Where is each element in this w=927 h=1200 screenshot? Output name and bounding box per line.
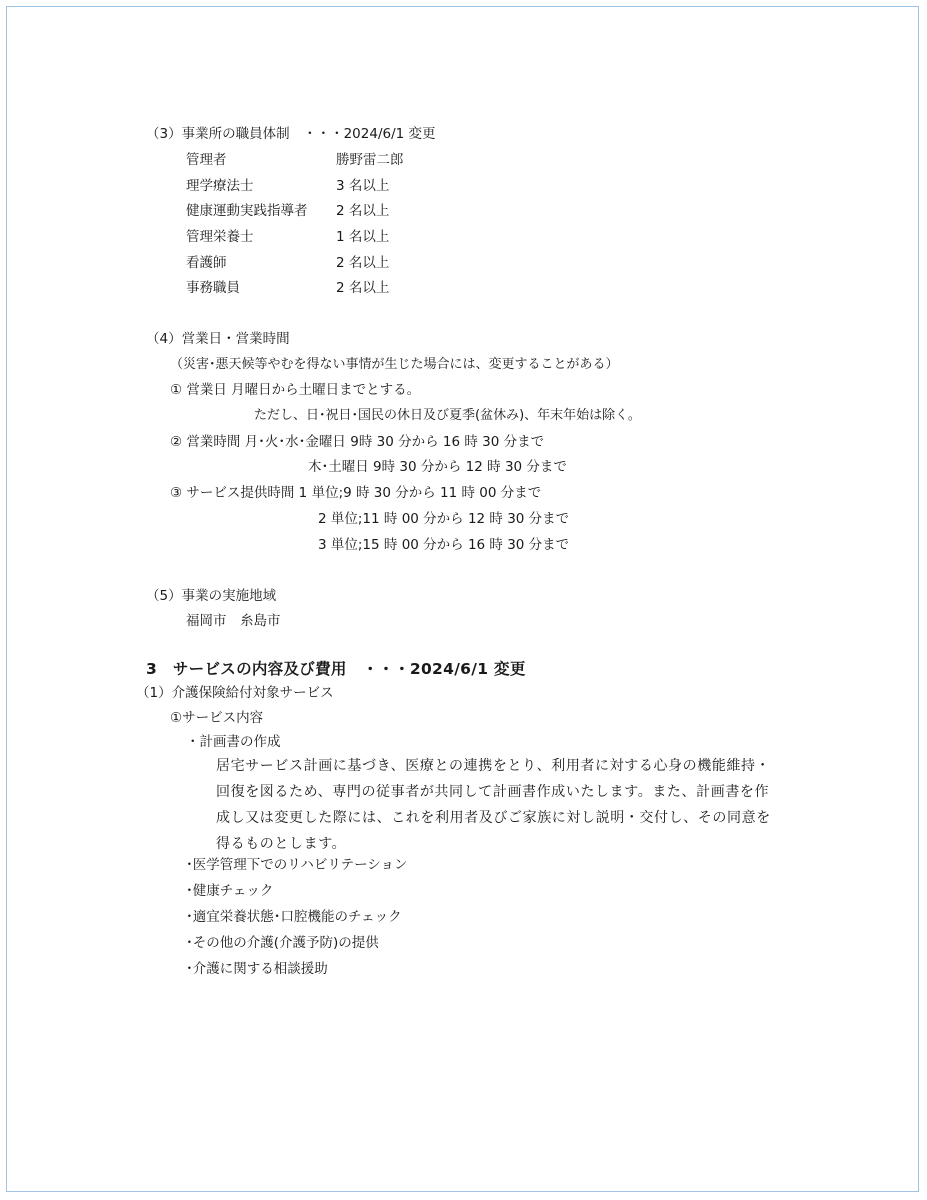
staff-count: 2 名以上	[336, 280, 390, 296]
list-item: ･適宜栄養状態･口腔機能のチェック	[186, 909, 402, 925]
service-content-heading: ①サービス内容	[170, 710, 264, 726]
plan-description	[216, 753, 791, 857]
section-4-note: （災害･悪天候等やむを得ない事情が生じた場合には、変更することがある）	[170, 357, 619, 372]
business-hours-2: 木･土曜日 9時 30 分から 12 時 30 分まで	[308, 459, 567, 475]
section-5-heading: （5）事業の実施地域	[146, 588, 277, 604]
plan-description-line: 回復を図るため、専門の従事者が共同して計画書作成いたします。また、計画書を作	[216, 784, 770, 800]
staff-count: 2 名以上	[336, 203, 390, 219]
section-3-heading: （3）事業所の職員体制 ・・・2024/6/1 変更	[146, 126, 436, 142]
staff-count: 2 名以上	[336, 255, 390, 271]
list-item: ･健康チェック	[186, 883, 274, 899]
list-item: ･介護に関する相談援助	[186, 961, 328, 977]
staff-count: 3 名以上	[336, 178, 390, 194]
business-days: ① 営業日 月曜日から土曜日までとする。	[170, 382, 421, 398]
list-item-plan: ・計画書の作成	[186, 734, 281, 750]
page-border	[6, 6, 919, 1192]
chapter-3-heading: 3 サービスの内容及び費用 ・・・2024/6/1 変更	[146, 660, 526, 678]
business-days-exception: ただし、日･祝日･国民の休日及び夏季(盆休み)、年末年始は除く。	[254, 408, 641, 423]
staff-role: 健康運動実践指導者	[186, 203, 308, 219]
plan-description-line: 得るものとします。	[216, 836, 347, 852]
staff-count: 勝野雷二郎	[336, 152, 404, 168]
staff-role: 管理者	[186, 152, 227, 168]
service-time-2: 2 単位;11 時 00 分から 12 時 30 分まで	[318, 511, 570, 527]
staff-count: 1 名以上	[336, 229, 390, 245]
staff-role: 看護師	[186, 255, 227, 271]
staff-role: 管理栄養士	[186, 229, 254, 245]
service-time-1: ③ サービス提供時間 1 単位;9 時 30 分から 11 時 00 分まで	[170, 485, 542, 501]
section-4-heading: （4）営業日・営業時間	[146, 331, 290, 347]
staff-role: 事務職員	[186, 280, 240, 296]
plan-description-line: 成し又は変更した際には、これを利用者及びご家族に対し説明・交付し、その同意を	[216, 810, 771, 826]
service-time-3: 3 単位;15 時 00 分から 16 時 30 分まで	[318, 537, 570, 553]
subsection-1-heading: （1）介護保険給付対象サービス	[136, 685, 334, 701]
plan-description-line: 居宅サービス計画に基づき、医療との連携をとり、利用者に対する心身の機能維持・	[216, 758, 771, 774]
list-item: ･医学管理下でのリハビリテーション	[186, 857, 408, 873]
business-hours-1: ② 営業時間 月･火･水･金曜日 9時 30 分から 16 時 30 分まで	[170, 434, 545, 450]
service-areas: 福岡市 糸島市	[186, 613, 281, 629]
staff-role: 理学療法士	[186, 178, 254, 194]
list-item: ･その他の介護(介護予防)の提供	[186, 935, 379, 951]
